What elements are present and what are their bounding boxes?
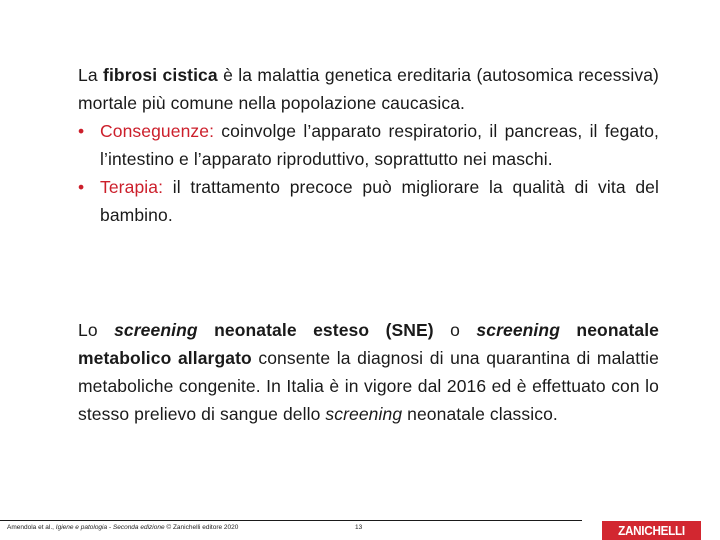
screening-t1: Lo xyxy=(78,320,115,340)
screening-t6: neonatale metabolico allargato xyxy=(78,320,659,368)
bullet-label: Terapia: xyxy=(100,177,164,197)
screening-t4: o xyxy=(433,320,477,340)
screening-t7: consente la diagnosi di una quarantina di malattie metaboliche congenite. In Italia è in vigore dal 2016 ed è effettuato con lo stesso prelievo di sangue dello xyxy=(78,348,659,424)
credit-authors: Amendola et al., xyxy=(7,524,56,531)
screening-t3: neonatale esteso (SNE) xyxy=(197,320,434,340)
intro-lead: La xyxy=(78,65,104,85)
footer-credit xyxy=(7,523,238,532)
screening-t2: screening xyxy=(114,320,198,340)
screening-t5: screening xyxy=(476,320,560,340)
footer-divider xyxy=(0,520,582,521)
intro-term: fibrosi cistica xyxy=(103,65,218,85)
screening-t8: screening xyxy=(325,404,403,424)
bullet-text: coinvolge l’apparato respiratorio, il pancreas, il fegato, l’intestino e l’apparato riproduttivo, soprattutto nei maschi. xyxy=(100,121,659,169)
screening-t9: neonatale classico. xyxy=(402,404,558,424)
bullet-text: il trattamento precoce può migliorare la qualità di vita del bambino. xyxy=(100,177,659,225)
bullet-item-conseguenze xyxy=(78,117,659,173)
bullet-list xyxy=(78,117,659,229)
bullet-icon: • xyxy=(78,177,85,197)
screening-paragraph xyxy=(78,316,659,428)
screening-section xyxy=(78,316,659,428)
credit-title: Igiene e patologia - Seconda edizione xyxy=(55,524,165,531)
fibrosi-cistica-section xyxy=(78,61,659,229)
credit-rest: © Zanichelli editore 2020 xyxy=(164,524,239,531)
bullet-icon: • xyxy=(78,121,85,141)
intro-rest: è la malattia genetica ereditaria (autosomica recessiva) mortale più comune nella popolazione caucasica. xyxy=(78,65,659,113)
bullet-item-terapia xyxy=(78,173,659,229)
intro-paragraph xyxy=(78,61,659,117)
bullet-label: Conseguenze: xyxy=(100,121,215,141)
footer xyxy=(0,513,720,540)
page-number: 13 xyxy=(355,524,363,531)
publisher-logo: ZANICHELLI xyxy=(602,521,701,540)
